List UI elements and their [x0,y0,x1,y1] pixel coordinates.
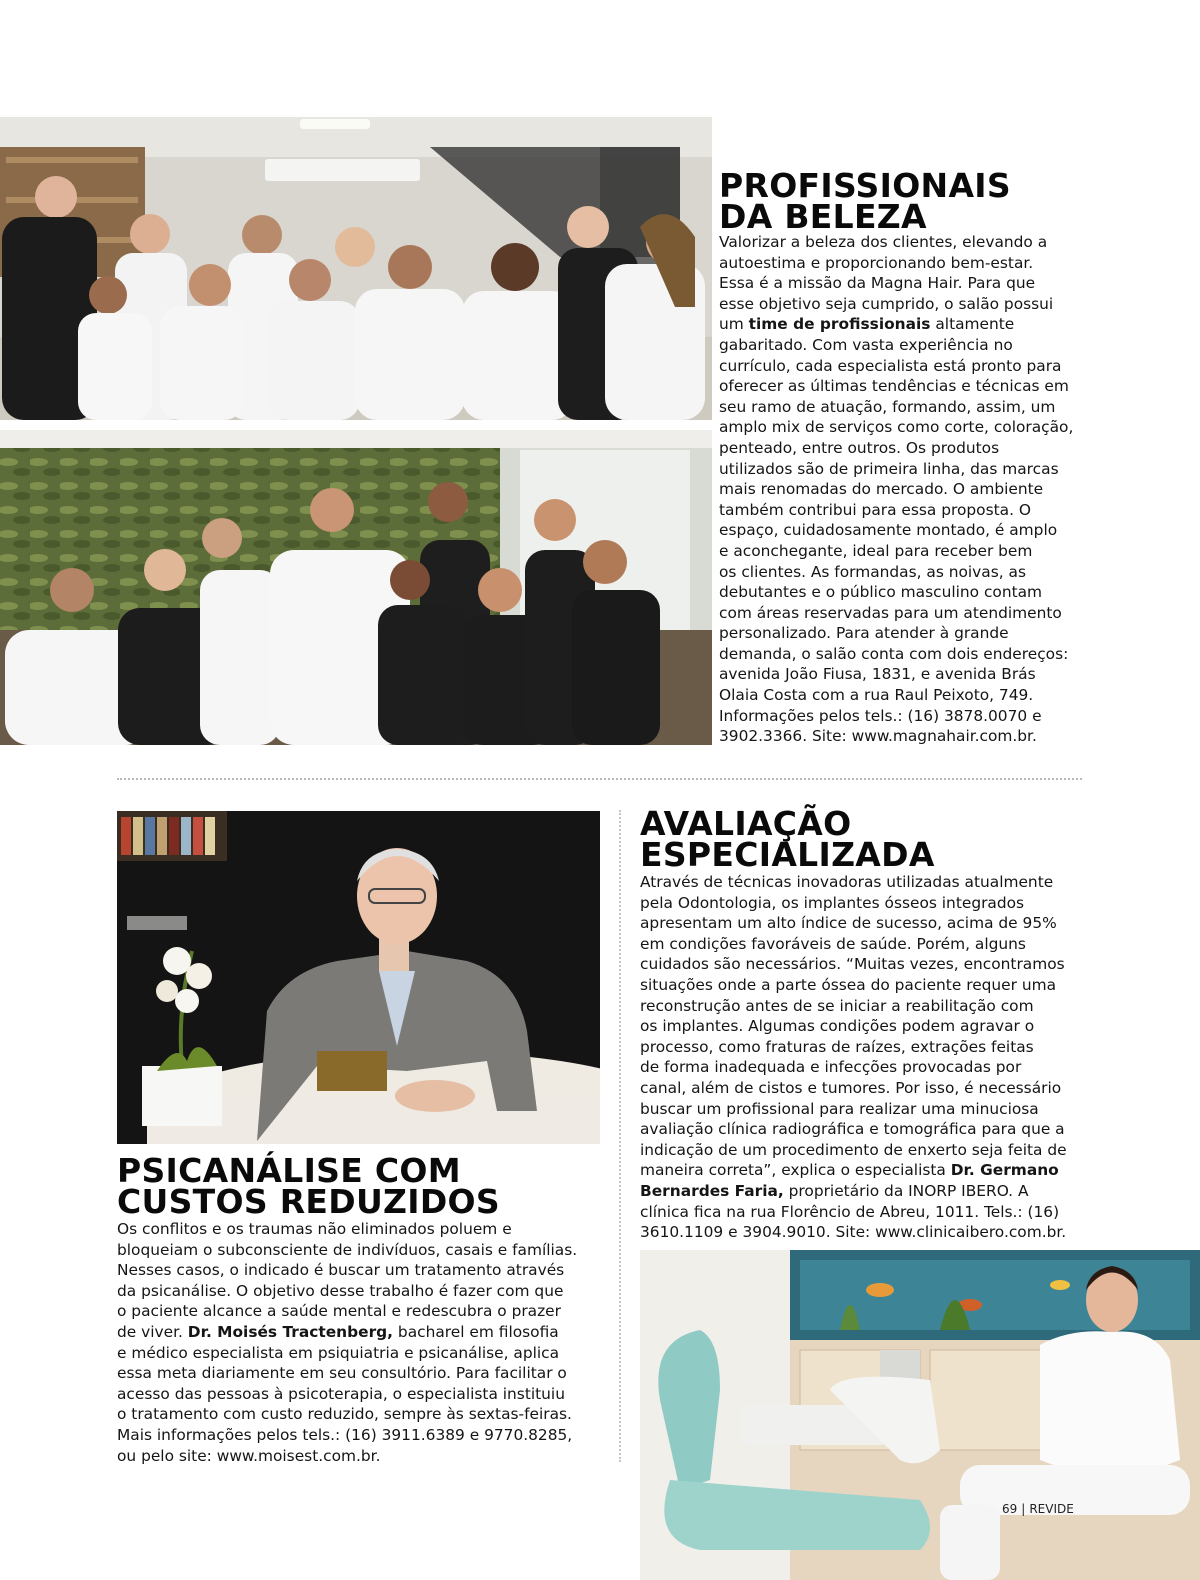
body-line-segment: maneira correta”, explica o especialista [640,1161,951,1180]
body-line: da psicanálise. O objetivo desse trabalho é fazer com que [117,1281,564,1300]
body-line: Valorizar a beleza dos clientes, elevando a [719,233,1048,251]
team-photo-bottom [0,430,712,745]
body-line: Mais informações pelos tels.: (16) 3911.6389 e 9770.8285, [117,1425,573,1444]
body-line: o paciente alcance a saúde mental e redescubra o prazer [117,1302,561,1321]
body-line: e aconchegante, ideal para receber bem [719,541,1033,560]
body-line: Olaia Costa com a rua Raul Peixoto, 749. [719,686,1034,705]
body-line: pela Odontologia, os implantes ósseos integrados [640,893,1025,912]
section-divider-vertical [619,810,621,1462]
psicanalise-heading [117,1151,500,1221]
body-line: situações onde a parte óssea do paciente requer uma [640,975,1057,994]
body-line: debutantes e o público masculino contam [719,583,1043,602]
avaliacao-heading-line-1: AVALIAÇÃO [640,804,852,843]
avaliacao-body [640,872,1067,1243]
body-line: amplo mix de serviços como corte, coloração, [719,418,1074,437]
body-line [117,1322,577,1343]
body-line: oferecer as últimas tendências e técnicas em [719,377,1069,396]
body-line: de forma inadequada e infecções provocadas por [640,1058,1022,1077]
body-line: personalizado. Para atender à grande [719,624,1009,643]
body-line: Informações pelos tels.: (16) 3878.0070 e [719,706,1042,725]
beleza-heading [719,166,1011,236]
body-line: demanda, o salão conta com dois endereços: [719,644,1069,663]
dental-office-photo [640,1250,1200,1580]
page-number: 69 [1002,1502,1018,1516]
body-line: espaço, cuidadosamente montado, é amplo [719,521,1058,540]
body-line: processo, como fraturas de raízes, extrações feitas [640,1037,1034,1056]
body-line: clínica fica na rua Florêncio de Abreu, 1011. Tels.: (16) [640,1202,1060,1221]
body-line: canal, além de cistos e tumores. Por isso, é necessário [640,1078,1062,1097]
body-line: ou pelo site: www.moisest.com.br. [117,1446,381,1465]
body-line: também contribui para essa proposta. O [719,500,1031,519]
avaliacao-heading [640,804,935,874]
psicanalise-heading-line-1: PSICANÁLISE COM [117,1151,461,1190]
body-line: bloqueiam o subconsciente de indivíduos, casais e famílias. [117,1240,578,1259]
team-photo-top [0,117,712,420]
body-line: indicação de um procedimento de enxerto seja feita de [640,1140,1067,1159]
body-line: utilizados são de primeira linha, das marcas [719,459,1059,478]
body-line: acesso das pessoas à psicoterapia, o especialista instituiu [117,1384,565,1403]
emphasis-doctor-name: Dr. Germano [950,1161,1059,1180]
body-line: com áreas reservadas para um atendimento [719,603,1062,622]
body-line: esse objetivo seja cumprido, o salão possui [719,294,1054,313]
psicanalise-photo [117,811,600,1144]
body-line: 3902.3366. Site: www.magnahair.com.br. [719,727,1037,746]
emphasis-team: time de profissionais [748,315,931,334]
body-line: Através de técnicas inovadoras utilizadas atualmente [640,873,1054,891]
body-line-segment: bacharel em filosofia [393,1322,559,1341]
body-line: seu ramo de atuação, formando, assim, um [719,397,1056,416]
body-line [640,1160,1067,1181]
body-line-segment: de viver. [117,1322,188,1341]
body-line: autoestima e proporcionando bem-estar. [719,253,1034,272]
body-line: Essa é a missão da Magna Hair. Para que [719,274,1036,293]
body-line: Nesses casos, o indicado é buscar um tratamento através [117,1261,565,1280]
folio-separator: | [1021,1502,1026,1516]
body-line: e médico especialista em psiquiatria e psicanálise, aplica [117,1343,560,1362]
page-folio [1002,1502,1074,1516]
body-line: buscar um profissional para realizar uma minuciosa [640,1099,1039,1118]
body-line: Os conflitos e os traumas não eliminados poluem e [117,1220,512,1238]
body-line: avaliação clínica radiográfica e tomográfica para que a [640,1120,1065,1139]
body-line: 3610.1109 e 3904.9010. Site: www.clinicaibero.com.br. [640,1223,1067,1242]
body-line: avenida João Fiusa, 1831, e avenida Brás [719,665,1036,684]
beleza-body [719,232,1073,747]
body-line: gabaritado. Com vasta experiência no [719,335,1013,354]
body-line [719,314,1073,335]
body-line: cuidados são necessários. “Muitas vezes, encontramos [640,955,1065,974]
body-line: penteado, entre outros. Os produtos [719,438,1000,457]
magazine-name: REVIDE [1029,1502,1074,1516]
body-line: currículo, cada especialista está pronto para [719,356,1062,375]
avaliacao-heading-line-2: ESPECIALIZADA [640,835,935,874]
body-line-segment: proprietário da INORP IBERO. A [783,1181,1029,1200]
body-line: essa meta diariamente em seu consultório. Para facilitar o [117,1364,567,1383]
body-line: os implantes. Algumas condições podem agravar o [640,1017,1035,1036]
emphasis-doctor-name: Dr. Moisés Tractenberg, [187,1322,394,1341]
body-line-segment: um [719,315,749,334]
body-line-segment: altamente [930,315,1015,334]
psicanalise-heading-line-2: CUSTOS REDUZIDOS [117,1182,500,1221]
body-line: mais renomadas do mercado. O ambiente [719,480,1044,499]
body-line [640,1181,1067,1202]
body-line: o tratamento com custo reduzido, sempre às sextas-feiras. [117,1405,572,1424]
section-divider-horizontal [117,778,1082,780]
body-line: apresentam um alto índice de sucesso, acima de 95% [640,914,1057,933]
beleza-heading-line-2: DA BELEZA [719,197,927,236]
body-line: os clientes. As formandas, as noivas, as [719,562,1026,581]
emphasis-doctor-name: Bernardes Faria, [640,1181,784,1200]
body-line: reconstrução antes de se iniciar a reabilitação com [640,996,1034,1015]
body-line: em condições favoráveis de saúde. Porém, alguns [640,934,1026,953]
psicanalise-body [117,1219,577,1466]
beleza-heading-line-1: PROFISSIONAIS [719,166,1011,205]
